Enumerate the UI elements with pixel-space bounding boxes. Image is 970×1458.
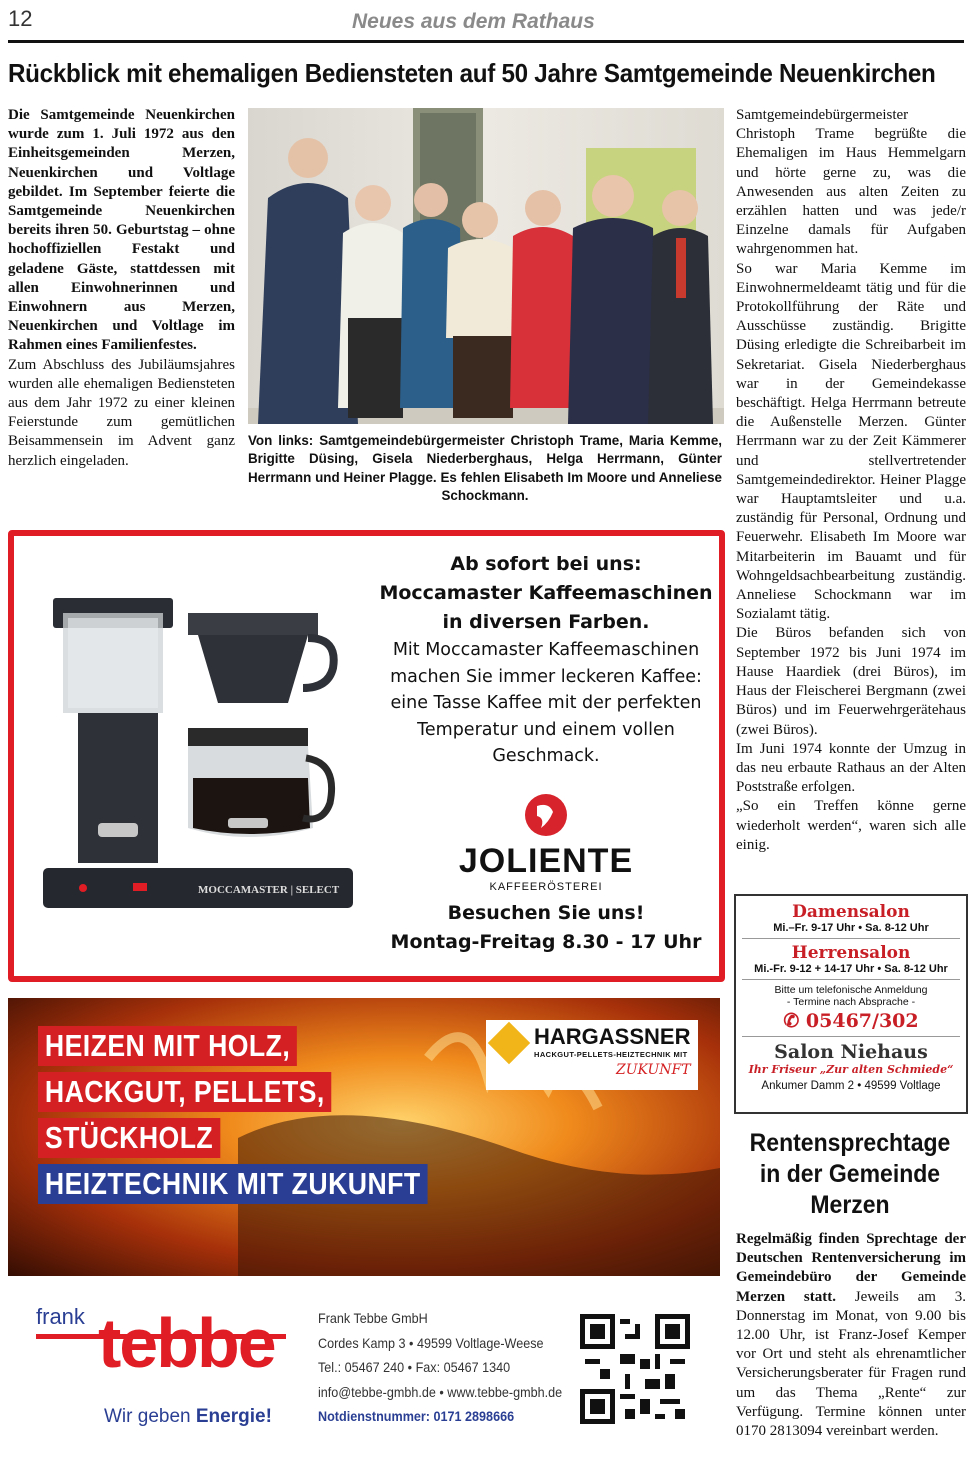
salon-damen: Damensalon — [792, 902, 910, 922]
salon-herren: Herrensalon — [791, 943, 911, 963]
joliente-brand-sub: KAFFEERÖSTEREI — [489, 880, 603, 893]
article-left-column — [8, 106, 235, 471]
joliente-body: Mit Moccamaster Kaffeemaschinen machen Sie immer leckeren Kaffee: eine Tasse Kaffee mit der perfekten Temperatur und einem vollen Geschmack. — [390, 640, 702, 766]
right-para-5: „So ein Treffen könne gerne wiederholt werden“, waren sich alle einig. — [736, 798, 966, 853]
rent-text — [736, 1230, 966, 1441]
moccamaster-machine — [38, 578, 358, 918]
rent-body: Jeweils am 3. Donnerstag im Monat, von 9.00 bis 12.00 Uhr, ist Franz-Josef Kemper vor Ort und steht als ehrenamtlicher Versicherungsberater für Fragen rund um das Thema „Rente“ zur Verfügung. Termine können unter 0170 2813094 vereinbart werden. — [736, 1288, 966, 1440]
phone-icon: ✆ — [783, 1010, 806, 1032]
article-paragraph: Zum Abschluss des Jubiläumsjahres wurden alle ehemaligen Bediensteten aus dem Jahr 1972 zu einer kleinen Feierstunde zum gemütlichen Beisammensein im Advent ganz herzlich eingeladen. — [8, 356, 235, 469]
photo-caption: Von links: Samtgemeindebürgermeister Christoph Trame, Maria Kemme, Brigitte Düsing, Gisela Niederberghaus, Helga Herrmann, Günter Herrmann und Heiner Plagge. Es fehlen Elisabeth Im Moore und Anneliese Schockmann. — [248, 433, 722, 503]
joliente-headline: Ab sofort bei uns: Moccamaster Kaffeemaschinen in diversen Farben. — [379, 553, 713, 633]
joliente-logo-icon — [378, 792, 714, 842]
salon-phone: ✆ 05467/302 — [783, 1010, 919, 1032]
article-right-column — [736, 106, 966, 855]
tebbe-logo: tebbe — [98, 1304, 275, 1382]
page-number: 12 — [8, 6, 33, 31]
tebbe-ad: frank tebbe Wir geben Energie! Frank Tebbe GmbH Cordes Kamp 3 • 49599 Voltlage-Weese Tel.: 05467 240 • Fax: 05467 1340 info@tebbe-gmbh.de • www.tebbe-gmbh.de Notdienstnummer: 0171 2898666 — [8, 1276, 720, 1452]
slogan-line-blue: HEIZTECHNIK MIT ZUKUNFT — [38, 1164, 427, 1204]
machine-label: MOCCAMASTER | SELECT — [198, 884, 340, 896]
article-lead: Die Samtgemeinde Neuenkirchen wurde zum 1. Juli 1972 aus den Einheitsgemeinden Merzen, Neuenkirchen und Voltlage gebildet. Im September feierte die Samtgemeinde Neuenkirchen bereits ihren 50. Geburtstag – ohne hochoffiziellen Festakt und geladene Gäste, stattdessen mit allen Einwohnerinnen und Einwohnern aus Merzen, Neuenkirchen und Voltlage im Rahmen eines Familienfestes. — [8, 107, 235, 354]
tebbe-contact: Frank Tebbe GmbH Cordes Kamp 3 • 49599 Voltlage-Weese Tel.: 05467 240 • Fax: 05467 1340 info@tebbe-gmbh.de • www.tebbe-gmbh.de Notdienstnummer: 0171 2898666 — [318, 1310, 563, 1424]
right-para-3: Die Büros befanden sich von September 1972 bis Juni 1974 im Hause Haardiek (drei Büros), im Haus der Fleischerei Bergmann (zwei Büros) und im Feuerwehrgerätehaus (zwei Büros). — [736, 625, 966, 738]
joliente-brand: JOLIENTE — [458, 841, 634, 880]
right-para-4: Im Juni 1974 konnte der Umzug in das neu erbaute Rathaus an der Alten Poststraße erfolgen. — [736, 740, 966, 796]
salon-niehaus-ad: Damensalon Mi.–Fr. 9-17 Uhr • Sa. 8-12 Uhr Herrensalon Mi.-Fr. 9-12 + 14-17 Uhr • Sa. 8-12 Uhr Bitte um telefonische Anmeldung - Termine nach Absprache - ✆ 05467/302 Salon Niehaus Ihr Friseur „Zur alten Schmiede“ Ankumer Damm 2 • 49599 Voltlage — [734, 894, 968, 1114]
joliente-cta-1: Besuchen Sie uns! — [447, 901, 645, 924]
qr-code[interactable] — [580, 1314, 690, 1424]
joliente-ad-text — [378, 550, 714, 957]
slogan-line-1: HEIZEN MIT HOLZ, — [38, 1026, 297, 1066]
slogan-line-3: STÜCKHOLZ — [38, 1118, 220, 1158]
right-para-1: Samtgemeindebürgermeister Christoph Trame begrüßte die Ehemaligen im Haus Hemmelgarn und hörte gerne zu, was die Anwesenden aus alten Zeiten zu erzählen hatten und was jede/r Einzelne damals für Aufgaben wahrgenommen hat. — [736, 107, 966, 258]
hargassner-ad — [8, 998, 720, 1276]
group-photo — [248, 108, 724, 424]
article-headline: Rückblick mit ehemaligen Bediensteten auf 50 Jahre Samtgemeinde Neuenkirchen — [8, 58, 936, 88]
right-para-2: So war Maria Kemme im Einwohnermeldeamt tätig und für die Protokollführung der Räte und Ausschüsse zuständig. Brigitte Düsing erledigte die Schreibarbeit im Sekretariat. Gisela Niederberghaus war in der Gemeindekasse beschäftigt. Helga Herrmann betreute die Außenstelle Merzen. Günter Herrmann war zu der Zeit Kämmerer und stellvertretender Samtgemeindedirektor. Heiner Plagge war Hauptamtsleiter und u.a. zuständig für Personal, Ordnung und Feuerwehr. Elisabeth Im Moore war Mitarbeiterin im Bauamt und für Wohngeldsachbearbeitung zuständig. Anneliese Schockmann war im Sozialamt tätig. — [736, 260, 966, 623]
hargassner-logo: HARGASSNER HACKGUT-PELLETS-HEIZTECHNIK MIT ZUKUNFT — [486, 1020, 698, 1090]
joliente-cta-2: Montag-Freitag 8.30 - 17 Uhr — [390, 930, 702, 953]
rent-lead: Regelmäßig finden Sprechtage der Deutschen Rentenversicherung im Gemeindebüro der Gemeinde Merzen statt. — [736, 1231, 966, 1305]
hargassner-logo-icon — [488, 1022, 530, 1064]
hargassner-slogan — [38, 1026, 491, 1204]
rent-headline: Rentensprechtage in der Gemeinde Merzen — [749, 1129, 951, 1219]
tebbe-slogan: Wir geben Energie! — [104, 1406, 272, 1427]
header-rule — [8, 40, 964, 43]
slogan-line-2: HACKGUT, PELLETS, — [38, 1072, 332, 1112]
salon-name: Salon Niehaus — [774, 1041, 928, 1063]
section-title: Neues aus dem Rathaus — [352, 10, 595, 33]
